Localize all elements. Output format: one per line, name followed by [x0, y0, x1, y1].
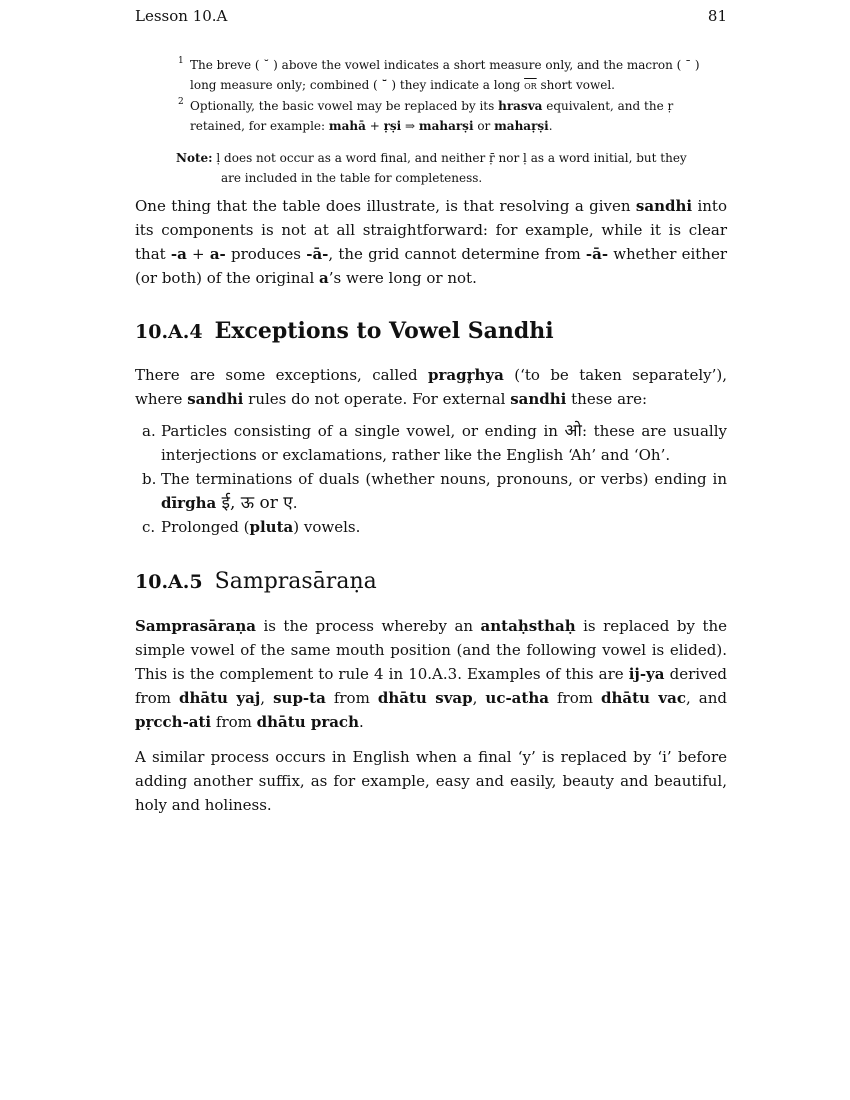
footnote-text: long measure only; combined ( ˘̄ ) they indicate a long [190, 78, 525, 92]
text-run: ) vowels. [293, 518, 361, 536]
text-run: is replaced by the simple vowel of the same mouth position (and the following vowel is elided). This is the complement to rule 4 in 10.A.3. Examples of this are [135, 617, 728, 683]
term: dhātu prach [256, 713, 359, 731]
term: pragr̥hya [428, 366, 504, 384]
text-run: There are some exceptions, called [135, 366, 429, 384]
text-run: Prolonged ( [161, 518, 250, 536]
footnote-text: The breve ( ˘ ) above the vowel indicates a short measure only, and the macron ( ¯ ) [190, 58, 700, 72]
footnote-marker: 1 [178, 56, 184, 66]
text-run: + [186, 245, 210, 263]
text-run: ’s were long or not. [328, 269, 477, 287]
list-marker: c. [142, 518, 156, 536]
lesson-label: Lesson 10.A [135, 7, 228, 25]
term: dhātu svap [377, 689, 473, 707]
section-number: 10.A.5 [135, 571, 203, 593]
devanagari-text: ओ [564, 421, 582, 441]
term: ij-ya [628, 665, 665, 683]
footnote-1 [178, 55, 718, 96]
term: pluta [249, 518, 294, 536]
footnote-term: maharṣi [418, 119, 474, 133]
term: antaḥsthaḥ [480, 617, 576, 635]
term: sup-ta [273, 689, 326, 707]
paragraph-samprasarana [135, 614, 727, 734]
list-marker: a. [142, 422, 156, 440]
footnote-term: ṛṣi [383, 119, 402, 133]
text-run: One thing that the table does illustrate, is that resolving a given [135, 197, 636, 215]
section-title: Exceptions to Vowel Sandhi [214, 318, 554, 344]
term: dhātu vac [600, 689, 686, 707]
term: dīrgha [161, 494, 217, 512]
term: a- [209, 245, 226, 263]
section-number: 10.A.4 [135, 321, 203, 343]
term: sandhi [187, 390, 244, 408]
paragraph-exceptions [135, 363, 727, 411]
footnote-text: . [548, 119, 553, 133]
footnote-arrow: ⇒ [401, 119, 419, 133]
text-run: rules do not operate. For external [243, 390, 511, 408]
note-text: are included in the table for completeness. [221, 171, 483, 185]
footnote-text: equivalent, and the ṛ [542, 99, 674, 113]
text-run: from [325, 689, 378, 707]
list-item [135, 467, 727, 515]
footnote-marker: 2 [178, 97, 184, 107]
term: -ā- [306, 245, 329, 263]
text-run: , and [685, 689, 727, 707]
term: dhātu yaj [179, 689, 261, 707]
footnotes [178, 55, 718, 136]
term: Samprasāraṇa [135, 617, 256, 635]
term: sandhi [635, 197, 693, 215]
term: pṛcch-ati [135, 713, 212, 731]
list-item [135, 419, 727, 467]
text-run: from [211, 713, 257, 731]
text-run: (‘to be taken separately’), where [135, 366, 727, 408]
paragraph-table-illustrates [135, 194, 727, 290]
footnote-text: short vowel. [536, 78, 615, 92]
term: -a [170, 245, 187, 263]
footnote-2 [178, 96, 718, 136]
note-text: ḷ does not occur as a word final, and neither ṝ nor ḷ as a word initial, but they [212, 151, 687, 165]
page-number: 81 [707, 7, 727, 25]
term: a [319, 269, 329, 287]
text-run: derived from [135, 665, 727, 707]
list-item [135, 515, 727, 539]
term: uc-atha [485, 689, 549, 707]
footnote-text: + [365, 119, 384, 133]
text-run: from [548, 689, 601, 707]
footnote-term: hrasva [498, 99, 543, 113]
section-heading-10-a-5 [135, 569, 377, 594]
footnote-text: or [473, 119, 495, 133]
text-run: these are: [566, 390, 648, 408]
text-run: , [472, 689, 486, 707]
text-run: Particles consisting of a single vowel, or ending in [161, 422, 565, 440]
paragraph-english-analogy: A similar process occurs in English when a final ‘y’ is replaced by ‘i’ before adding another suffix, as for example, easy and easily, beauty and beautiful, holy and holiness. [135, 748, 727, 814]
text-run: : these are usually interjections or exclamations, rather like the English ‘Ah’ and ‘Oh’. [161, 422, 727, 464]
note [176, 148, 726, 188]
note-label: Note: [176, 151, 213, 165]
footnote-text: retained, for example: [190, 119, 329, 133]
devanagari-text: ई, ऊ or ए [216, 493, 293, 513]
text-run: into its components is not at all straightforward: for example, while it is clear that [135, 197, 727, 263]
exceptions-list [135, 419, 727, 539]
list-marker: b. [142, 470, 157, 488]
footnote-text: Optionally, the basic vowel may be replaced by its [190, 99, 499, 113]
running-head [135, 7, 727, 27]
text-run: whether either (or both) of the original [135, 245, 728, 287]
text-run: , the grid cannot determine from [328, 245, 586, 263]
text-run: . [292, 494, 298, 512]
term: sandhi [510, 390, 567, 408]
footnote-term: mahā [328, 119, 366, 133]
section-title: Samprasāraṇa [214, 569, 377, 594]
text-run: produces [225, 245, 307, 263]
term: -ā- [585, 245, 609, 263]
text-run: is the process whereby an [255, 617, 481, 635]
footnote-smallcaps: $\overline{or}$ [524, 79, 537, 92]
text-run: The terminations of duals (whether nouns, pronouns, or verbs) ending in [161, 470, 727, 488]
text-run: , [260, 689, 274, 707]
section-heading-10-a-4 [135, 318, 554, 344]
footnote-term: mahaṛṣi [494, 119, 549, 133]
text-run: . [358, 713, 364, 731]
